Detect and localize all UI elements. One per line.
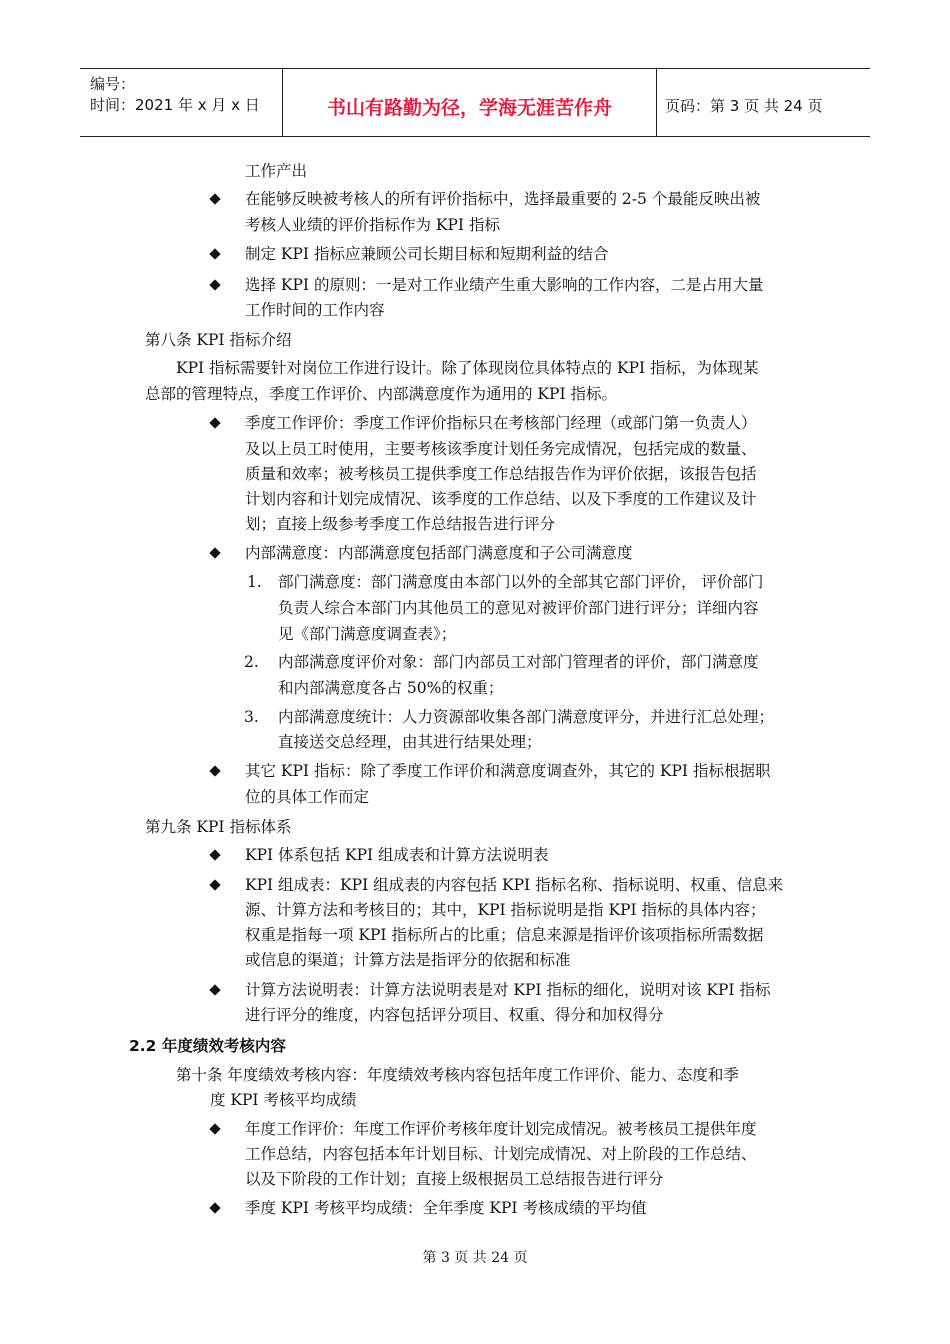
text-line: 内部满意度：内部满意度包括部门满意度和子公司满意度 <box>245 544 633 562</box>
text-line: 计划内容和计划完成情况、该季度的工作总结、以及下季度的工作建议及计 <box>245 490 757 508</box>
text-line: KPI 组成表：KPI 组成表的内容包括 KPI 指标名称、指标说明、权重、信息来 <box>245 876 784 894</box>
text-line: 季度工作评价：季度工作评价指标只在考核部门经理（或部门第一负责人） <box>245 414 757 432</box>
list-number: 2. <box>244 653 259 671</box>
text-line: 直接送交总经理，由其进行结果处理； <box>278 733 542 751</box>
text-line: 源、计算方法和考核目的；其中，KPI 指标说明是指 KPI 指标的具体内容； <box>245 901 766 919</box>
text-line: 总部的管理特点，季度工作评价、内部满意度作为通用的 KPI 指标。 <box>145 385 617 403</box>
text-line: 部门满意度：部门满意度由本部门以外的全部其它部门评价， 评价部门 <box>278 573 764 591</box>
diamond-bullet-icon <box>209 248 220 259</box>
diamond-bullet-icon <box>209 849 220 860</box>
text-line: KPI 指标需要针对岗位工作进行设计。除了体现岗位具体特点的 KPI 指标，为体现某 <box>176 359 759 377</box>
text-line: 在能够反映被考核人的所有评价指标中，选择最重要的 2-5 个最能反映出被 <box>245 190 761 208</box>
page-footer: 第 3 页 共 24 页 <box>422 1250 528 1266</box>
text-line: 度 KPI 考核平均成绩 <box>210 1091 357 1109</box>
list-number: 3. <box>244 708 259 726</box>
diamond-bullet-icon <box>209 193 220 204</box>
diamond-bullet-icon <box>209 1202 220 1213</box>
diamond-bullet-icon <box>209 547 220 558</box>
number-label: 编号： <box>90 75 136 93</box>
article-heading: 第八条 KPI 指标介绍 <box>145 331 292 349</box>
diamond-bullet-icon <box>209 765 220 776</box>
text-line: 年度工作评价：年度工作评价考核年度计划完成情况。被考核员工提供年度 <box>245 1120 757 1138</box>
diamond-bullet-icon <box>209 1123 220 1134</box>
text-line: 工作总结，内容包括本年计划目标、计划完成情况、对上阶段的工作总结、 <box>245 1145 757 1163</box>
header-page-cell <box>655 69 870 136</box>
text-line: 见《部门满意度调查表》； <box>278 625 457 643</box>
diamond-bullet-icon <box>209 279 220 290</box>
date-label: 时间：2021 年 x 月 x 日 <box>90 96 260 114</box>
text-line: 内部满意度统计：人力资源部收集各部门满意度评分，并进行汇总处理； <box>278 708 775 726</box>
text-line: 质量和效率；被考核员工提供季度工作总结报告作为评价依据，该报告包括 <box>245 465 757 483</box>
section-heading: 2.2 年度绩效考核内容 <box>129 1037 286 1055</box>
text-line: 工作产出 <box>245 162 308 180</box>
diamond-bullet-icon <box>209 879 220 890</box>
text-line: 或信息的渠道；计算方法是指评分的依据和标准 <box>245 951 571 969</box>
text-line: 计算方法说明表：计算方法说明表是对 KPI 指标的细化，说明对该 KPI 指标 <box>245 981 771 999</box>
list-number: 1. <box>247 573 262 591</box>
text-line: 划；直接上级参考季度工作总结报告进行评分 <box>245 515 556 533</box>
text-line: 工作时间的工作内容 <box>245 301 385 319</box>
text-line: 位的具体工作而定 <box>245 788 370 806</box>
diamond-bullet-icon <box>209 984 220 995</box>
page-header <box>80 68 870 137</box>
text-line: 进行评分的维度，内容包括评分项目、权重、得分和加权得分 <box>245 1006 664 1024</box>
article-heading: 第十条 年度绩效考核内容：年度绩效考核内容包括年度工作评价、能力、态度和季 <box>176 1066 739 1084</box>
text-line: KPI 体系包括 KPI 组成表和计算方法说明表 <box>245 846 549 864</box>
page-label: 页码：第 3 页 共 24 页 <box>665 97 823 115</box>
text-line: 及以上员工时使用，主要考核该季度计划任务完成情况，包括完成的数量、 <box>245 440 757 458</box>
text-line: 制定 KPI 指标应兼顾公司长期目标和短期利益的结合 <box>245 245 609 263</box>
text-line: 考核人业绩的评价指标作为 KPI 指标 <box>245 216 500 234</box>
text-line: 和内部满意度各占 50%的权重； <box>278 679 504 697</box>
text-line: 内部满意度评价对象：部门内部员工对部门管理者的评价，部门满意度 <box>278 653 759 671</box>
text-line: 选择 KPI 的原则：一是对工作业绩产生重大影响的工作内容，二是占用大量 <box>245 276 764 294</box>
text-line: 负责人综合本部门内其他员工的意见对被评价部门进行评分；详细内容 <box>278 599 759 617</box>
text-line: 以及下阶段的工作计划；直接上级根据员工总结报告进行评分 <box>245 1170 664 1188</box>
text-line: 季度 KPI 考核平均成绩：全年季度 KPI 考核成绩的平均值 <box>245 1199 647 1217</box>
header-info-cell <box>80 69 282 136</box>
diamond-bullet-icon <box>209 417 220 428</box>
article-heading: 第九条 KPI 指标体系 <box>145 818 292 836</box>
text-line: 权重是指每一项 KPI 指标所占的比重；信息来源是指评价该项指标所需数据 <box>245 926 764 944</box>
motto: 书山有路勤为径，学海无涯苦作舟 <box>326 97 612 119</box>
text-line: 其它 KPI 指标：除了季度工作评价和满意度调查外，其它的 KPI 指标根据职 <box>245 762 771 780</box>
header-motto-cell <box>282 69 657 136</box>
